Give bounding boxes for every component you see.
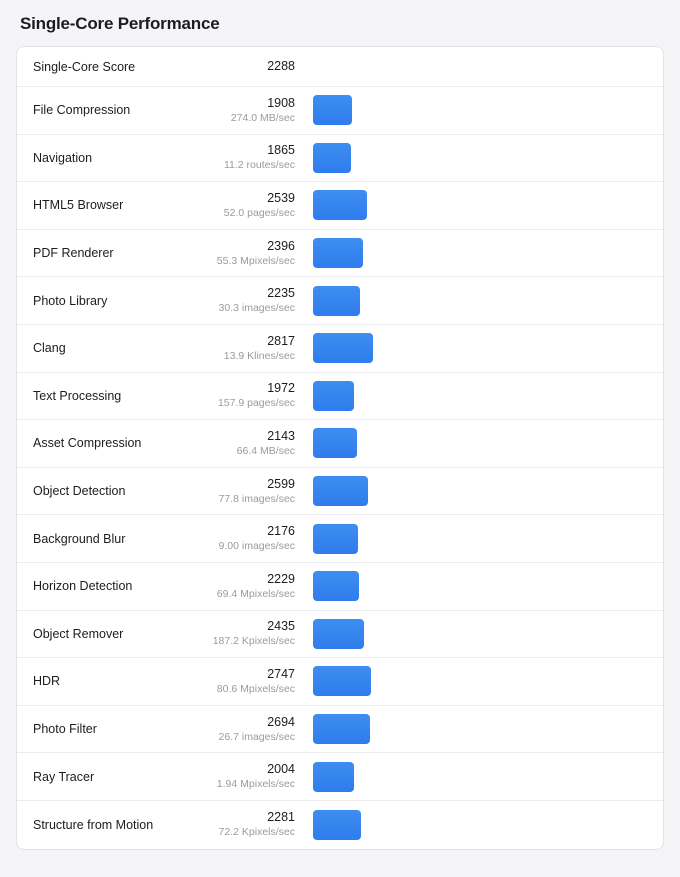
- benchmark-bar: [313, 571, 359, 601]
- benchmark-bar: [313, 286, 360, 316]
- benchmark-score: 2229: [267, 571, 295, 586]
- benchmark-rate: 55.3 Mpixels/sec: [216, 254, 295, 267]
- table-row: [17, 230, 663, 278]
- benchmark-score: 2004: [267, 762, 295, 777]
- benchmark-score-cell: [195, 334, 295, 363]
- benchmark-bar: [313, 143, 351, 173]
- summary-bar-cell: [295, 47, 663, 86]
- benchmark-bar-cell: [295, 87, 663, 134]
- benchmark-rate: 69.4 Mpixels/sec: [216, 587, 295, 600]
- benchmark-score: 1972: [267, 381, 295, 396]
- benchmark-score-cell: [195, 524, 295, 553]
- benchmark-bar-cell: [295, 230, 663, 277]
- benchmark-score-cell: [195, 429, 295, 458]
- benchmark-bar-cell: [295, 753, 663, 800]
- table-row: [17, 87, 663, 135]
- benchmark-rate: 1.94 Mpixels/sec: [216, 778, 295, 791]
- benchmark-bar: [313, 666, 371, 696]
- table-row: [17, 325, 663, 373]
- benchmark-bar-cell: [295, 706, 663, 753]
- benchmark-label: Object Detection: [33, 484, 126, 499]
- benchmark-bar-cell: [295, 611, 663, 658]
- benchmark-label: Photo Library: [33, 293, 108, 308]
- benchmark-score-cell: [195, 667, 295, 696]
- benchmark-score: 2176: [267, 524, 295, 539]
- table-row: [17, 135, 663, 183]
- benchmark-table: [16, 46, 664, 850]
- benchmark-rate: 26.7 images/sec: [218, 730, 295, 743]
- benchmark-score: 2235: [267, 286, 295, 301]
- summary-label: Single-Core Score: [33, 59, 136, 74]
- benchmark-score-cell: [195, 619, 295, 648]
- benchmark-score: 2281: [267, 810, 295, 825]
- benchmark-rate: 9.00 images/sec: [218, 540, 295, 553]
- benchmark-rate: 13.9 Klines/sec: [223, 349, 295, 362]
- benchmark-bar: [313, 238, 363, 268]
- table-row: [17, 753, 663, 801]
- benchmark-bar-cell: [295, 277, 663, 324]
- benchmark-rate: 274.0 MB/sec: [230, 111, 295, 124]
- benchmark-label: Object Remover: [33, 626, 124, 641]
- benchmark-bar-cell: [295, 420, 663, 467]
- benchmark-bar: [313, 810, 361, 840]
- benchmark-bar-cell: [295, 468, 663, 515]
- benchmark-bar: [313, 428, 357, 458]
- benchmark-score-cell: [195, 477, 295, 506]
- benchmark-score: 1865: [267, 143, 295, 158]
- benchmark-bar-cell: [295, 658, 663, 705]
- benchmark-score: 1908: [267, 95, 295, 110]
- benchmark-bar: [313, 524, 358, 554]
- benchmark-score: 2539: [267, 190, 295, 205]
- benchmark-label: HTML5 Browser: [33, 198, 124, 213]
- benchmark-bar-cell: [295, 373, 663, 420]
- benchmark-bar: [313, 762, 354, 792]
- benchmark-score-cell: [195, 715, 295, 744]
- benchmark-bar-cell: [295, 325, 663, 372]
- benchmark-score: 2747: [267, 666, 295, 681]
- benchmark-rate: 11.2 routes/sec: [223, 159, 295, 172]
- benchmark-bar-cell: [295, 182, 663, 229]
- summary-row: [17, 47, 663, 87]
- benchmark-rate: 157.9 pages/sec: [217, 397, 295, 410]
- summary-score-cell: [195, 59, 295, 74]
- benchmark-rate: 52.0 pages/sec: [223, 206, 295, 219]
- benchmark-bar: [313, 190, 367, 220]
- table-row: [17, 706, 663, 754]
- benchmark-score-cell: [195, 286, 295, 315]
- benchmark-score-cell: [195, 239, 295, 268]
- benchmark-label: Text Processing: [33, 388, 122, 403]
- benchmark-label: Photo Filter: [33, 722, 97, 737]
- benchmark-rate: 66.4 MB/sec: [236, 444, 295, 457]
- benchmark-bar: [313, 381, 354, 411]
- benchmark-score: 2817: [267, 333, 295, 348]
- benchmark-score-cell: [195, 191, 295, 220]
- summary-score: 2288: [267, 59, 295, 73]
- table-row: [17, 658, 663, 706]
- benchmark-bar: [313, 333, 373, 363]
- benchmark-bar-cell: [295, 515, 663, 562]
- benchmark-score: 2143: [267, 428, 295, 443]
- benchmark-label: Structure from Motion: [33, 817, 154, 832]
- page-title: Single-Core Performance: [20, 14, 220, 33]
- benchmark-rate: 80.6 Mpixels/sec: [216, 682, 295, 695]
- benchmark-score-cell: [195, 96, 295, 125]
- benchmark-score-cell: [195, 810, 295, 839]
- benchmark-label: Navigation: [33, 150, 93, 165]
- benchmark-score: 2435: [267, 619, 295, 634]
- table-row: [17, 611, 663, 659]
- benchmark-score-cell: [195, 143, 295, 172]
- benchmark-label: Horizon Detection: [33, 579, 133, 594]
- benchmark-bar-cell: [295, 563, 663, 610]
- benchmark-score: 2694: [267, 714, 295, 729]
- table-row: [17, 420, 663, 468]
- benchmark-label: Clang: [33, 341, 66, 356]
- benchmark-score-cell: [195, 762, 295, 791]
- benchmark-bar-cell: [295, 135, 663, 182]
- table-row: [17, 801, 663, 849]
- benchmark-bar: [313, 714, 370, 744]
- benchmark-rate: 72.2 Kpixels/sec: [218, 826, 295, 839]
- table-row: [17, 515, 663, 563]
- benchmark-score-cell: [195, 572, 295, 601]
- benchmark-score: 2396: [267, 238, 295, 253]
- benchmark-bar-cell: [295, 801, 663, 849]
- benchmark-bar: [313, 95, 352, 125]
- benchmark-rate: 30.3 images/sec: [218, 302, 295, 315]
- benchmark-label: HDR: [33, 674, 61, 689]
- benchmark-score-cell: [195, 381, 295, 410]
- benchmark-rate: 77.8 images/sec: [218, 492, 295, 505]
- table-row: [17, 373, 663, 421]
- table-row: [17, 563, 663, 611]
- table-row: [17, 468, 663, 516]
- benchmark-label: Ray Tracer: [33, 769, 95, 784]
- benchmark-rate: 187.2 Kpixels/sec: [212, 635, 295, 648]
- table-row: [17, 182, 663, 230]
- benchmark-label: PDF Renderer: [33, 246, 114, 261]
- benchmark-label: Background Blur: [33, 531, 126, 546]
- benchmark-label: File Compression: [33, 103, 131, 118]
- table-row: [17, 277, 663, 325]
- benchmark-bar: [313, 619, 364, 649]
- benchmark-rows: [17, 87, 663, 849]
- benchmark-bar: [313, 476, 368, 506]
- benchmark-label: Asset Compression: [33, 436, 142, 451]
- benchmark-score: 2599: [267, 476, 295, 491]
